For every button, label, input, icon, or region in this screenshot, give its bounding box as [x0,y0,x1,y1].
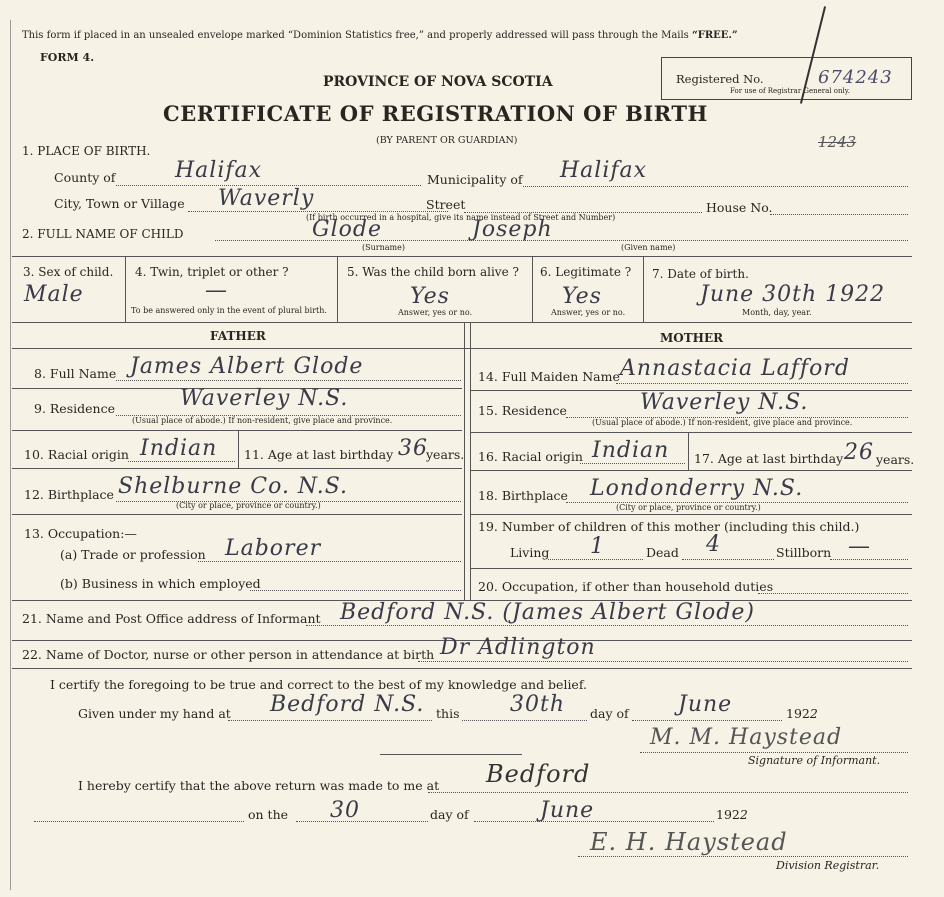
place-of-birth-heading: 1. PLACE OF BIRTH. [22,144,151,158]
registrar-use-note: For use of Registrar General only. [730,87,850,95]
twin-value: — [205,278,228,303]
municipality-value: Halifax [560,158,648,183]
row3-div3 [532,256,533,322]
informant-line [306,625,908,626]
father-birthplace-note: (City or place, province or country.) [176,501,321,510]
mail-notice-text: This form if placed in an unsealed envelope marked “Dominion Statistics free,” and properly addressed will pass through the Mails [22,30,689,41]
certify-year-value: 2 [809,706,818,721]
on-month-value: June [540,798,595,823]
surname-note: (Surname) [362,243,405,252]
father-name-line [116,380,461,381]
municipality-label: Municipality of [427,172,523,187]
on-day-label: day of [430,807,469,822]
father-business-label: (b) Business in which employed [60,576,261,591]
province-title: PROVINCE OF NOVA SCOTIA [323,74,553,90]
alive-label: 5. Was the child born alive ? [347,265,519,279]
blank-signature-line [380,754,522,755]
mother-occupation-label: 20. Occupation, if other than household duties [478,579,774,594]
father-birthplace-value: Shelburne Co. N.S. [118,474,349,499]
informant-signature-line [640,752,908,753]
twin-note: To be answered only in the event of plural birth. [131,306,327,315]
informant-signature: M. M. Haystead [650,725,843,750]
city-label: City, Town or Village [54,196,185,211]
dead-value: 4 [706,532,721,557]
certify-day-value: 30th [510,692,566,717]
row3-div1 [125,256,126,322]
dob-value: June 30th 1922 [700,282,886,307]
mother-age-label: 17. Age at last birthday [694,451,844,466]
mother-residence-value: Waverley N.S. [640,390,809,415]
informant-signature-label: Signature of Informant. [748,754,881,767]
doctor-value: Dr Adlington [440,635,596,660]
this-label: this [436,706,460,721]
return-place-value: Bedford [486,760,591,788]
this-day-line [462,720,587,721]
county-value: Halifax [175,158,263,183]
mother-heading: MOTHER [660,331,724,345]
informant-label: 21. Name and Post Office address of Informant [22,611,321,626]
mother-birthplace-value: Londonderry N.S. [590,476,804,501]
row3-div4 [643,256,644,322]
dob-note: Month, day, year. [742,308,812,317]
living-value: 1 [590,534,605,559]
given-place-line [228,720,432,721]
form-number: FORM 4. [40,51,95,64]
on-day-line [296,821,428,822]
hospital-note: (If birth occurred in a hospital, give its name instead of Street and Number) [306,213,616,222]
mail-free-text: “FREE.” [692,30,738,41]
given-note: (Given name) [621,243,676,252]
mother-occupation-line [758,593,908,594]
father-trade-value: Laborer [225,536,322,561]
registered-number: 674243 [818,67,893,88]
father-age-value: 36 [398,436,428,461]
doctor-bottom-line [12,668,912,669]
on-year [716,809,748,822]
on-year-printed: 192 [716,807,740,822]
father-name-label: 8. Full Name [34,366,117,381]
mother-birthplace-label: 18. Birthplace [478,488,568,503]
on-leading-line [34,821,244,822]
mother-name-label: 14. Full Maiden Name [478,369,620,384]
certify-year-printed: 192 [786,706,810,721]
given-place-value: Bedford N.S. [270,692,425,717]
father-trade-line [198,561,461,562]
day-of-label: day of [590,706,629,721]
mother-name-value: Annastacia Lafford [620,356,850,381]
mother-age-suffix: years. [876,452,915,467]
father-residence-label: 9. Residence [34,401,115,416]
children-label: 19. Number of children of this mother (including this child.) [478,519,860,534]
father-age-divider [238,430,239,468]
doctor-line [418,661,908,662]
street-label: Street [426,197,466,212]
mother-birthplace-note: (City or place, province or country.) [616,503,761,512]
return-statement: I hereby certify that the above return was made to me at [78,778,440,793]
stillborn-value: — [848,534,871,559]
registrar-signature-line [578,856,908,857]
mother-row-sep-5 [471,568,912,569]
doctor-label: 22. Name of Doctor, nurse or other person in attendance at birth [22,647,435,662]
legit-note: Answer, yes or no. [551,308,626,317]
dead-label: Dead [646,545,679,560]
father-name-value: James Albert Glode [130,354,364,379]
dead-line [682,559,774,560]
given-label: Given under my hand at [78,706,231,721]
sex-value: Male [24,282,84,307]
mother-racial-label: 16. Racial origin [478,449,583,464]
house-line [770,214,908,215]
registered-label: Registered No. [676,72,764,86]
crossed-number: 1243 [818,133,857,151]
father-heading: FATHER [210,329,266,343]
certificate-title: CERTIFICATE OF REGISTRATION OF BIRTH [163,101,708,126]
left-margin-rule [10,20,11,890]
father-occupation-label: 13. Occupation:— [24,526,137,541]
alive-value: Yes [410,284,450,309]
on-day-value: 30 [330,798,360,823]
mother-residence-label: 15. Residence [478,403,567,418]
mother-racial-line [580,463,685,464]
municipality-line [523,186,908,187]
father-racial-label: 10. Racial origin [24,447,129,462]
mother-row-sep-4 [471,514,912,515]
row3-bottom-line [12,322,912,323]
certify-month-value: June [678,692,733,717]
mother-residence-note: (Usual place of abode.) If non-resident, give place and province. [592,418,853,427]
registrar-label: Division Registrar. [776,859,880,872]
father-birthplace-label: 12. Birthplace [24,487,114,502]
father-row-sep-2 [12,430,462,431]
father-row-sep-3 [12,468,462,469]
father-age-suffix: years. [426,447,465,462]
father-age-label: 11. Age at last birthday [244,447,394,462]
mother-age-divider [688,432,689,470]
father-racial-line [128,461,235,462]
living-line [548,559,643,560]
stillborn-label: Stillborn [776,545,832,560]
father-residence-value: Waverley N.S. [180,386,349,411]
registrar-signature: E. H. Haystead [590,828,788,856]
child-given-value: Joseph [472,217,553,242]
mother-name-line [616,383,908,384]
child-name-label: 2. FULL NAME OF CHILD [22,227,184,241]
city-line [188,211,448,212]
father-residence-note: (Usual place of abode.) If non-resident, give place and province. [132,416,393,425]
father-trade-label: (a) Trade or profession [60,547,206,562]
row3-div2 [337,256,338,322]
row3-top-line [12,256,912,257]
alive-note: Answer, yes or no. [398,308,473,317]
heading-underline [12,348,912,349]
month-line [632,720,782,721]
house-label: House No. [706,200,773,215]
return-place-line [428,792,908,793]
living-label: Living [510,545,550,560]
father-row-sep-4 [12,514,462,515]
dob-label: 7. Date of birth. [652,267,749,281]
father-business-line [250,590,461,591]
certify-year [786,708,818,721]
city-value: Waverly [218,186,315,211]
child-surname-value: Glode [312,217,382,242]
mother-racial-value: Indian [592,438,670,463]
mail-notice [22,31,738,41]
mother-row-sep-3 [471,470,912,471]
father-racial-value: Indian [140,436,218,461]
legit-label: 6. Legitimate ? [540,265,632,279]
county-label: County of [54,170,116,185]
mother-row-sep-2 [471,432,912,433]
on-label: on the [248,807,289,822]
twin-label: 4. Twin, triplet or other ? [135,265,289,279]
on-year-value: 2 [739,807,748,822]
mother-age-value: 26 [844,440,874,465]
stillborn-line [830,559,908,560]
informant-value: Bedford N.S. (James Albert Glode) [340,600,755,625]
center-divider-2 [470,322,471,600]
certificate-subtitle: (BY PARENT OR GUARDIAN) [376,135,518,146]
sex-label: 3. Sex of child. [23,265,114,279]
certify-statement: I certify the foregoing to be true and correct to the best of my knowledge and belief. [50,677,587,692]
legit-value: Yes [562,284,602,309]
